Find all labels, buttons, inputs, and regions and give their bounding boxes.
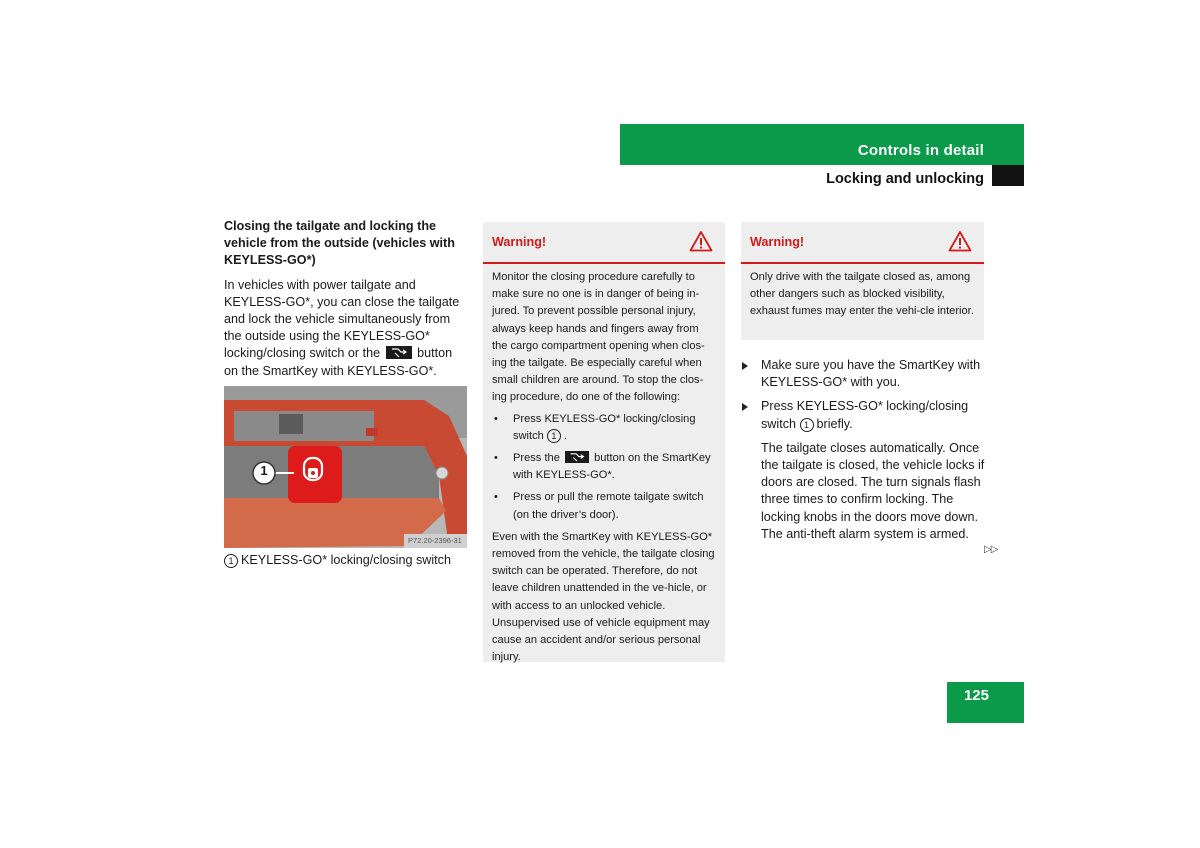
header-tab-marker: [992, 165, 1024, 186]
bullet-1-end: .: [563, 429, 568, 442]
step-2-number: 1: [800, 418, 814, 432]
caption-number: 1: [224, 554, 238, 568]
warning-box-2: [741, 222, 984, 340]
column-1: [224, 218, 468, 380]
warning-1-list: [492, 411, 716, 524]
intro-text-2: button on the SmartKey with KEYLESS-GO*.: [224, 346, 453, 378]
bullet-2-text-2: button on the SmartKey with KEYLESS-GO*.: [513, 452, 711, 482]
warning-1-title: Warning!: [492, 235, 547, 249]
photo-callout-number: 1: [260, 463, 268, 478]
bullet-1-text: Press KEYLESS-GO* locking/closing switch: [513, 412, 696, 442]
list-item: [492, 411, 716, 445]
step-2-text-2: briefly.: [816, 416, 853, 431]
list-item: [492, 450, 716, 484]
intro-paragraph: [224, 277, 468, 380]
tailgate-switch-photo: [224, 386, 467, 548]
photo-ref-code: P72.20-2396-31: [408, 536, 462, 545]
photo-caption: [224, 553, 484, 568]
step-1: Make sure you have the SmartKey with KEYLESS-GO* with you.: [741, 357, 986, 391]
tailgate-close-key-icon: [565, 451, 589, 463]
bullet-1-number: 1: [547, 429, 561, 443]
warning-2-body: Only drive with the tailgate closed as, among other dangers such as blocked visibility, exhaust fumes may enter the vehi-cle interior.: [750, 271, 974, 318]
warning-box-1: [483, 222, 725, 662]
continued-arrows: ▷▷: [984, 544, 998, 555]
intro-text-1: In vehicles with power tailgate and KEYLESS-GO*, you can close the tailgate and lock the vehicle simultaneously from the outside using the KEYLESS-GO* locking/closing switch or the: [224, 277, 460, 361]
subsection-title: Locking and unlocking: [826, 171, 984, 187]
caption-text: KEYLESS-GO* locking/closing switch: [241, 553, 451, 567]
list-item: • Press or pull the remote tailgate switch (on the driver’s door).: [492, 489, 716, 523]
warning-1-header: [483, 222, 725, 264]
step-2: [741, 398, 986, 432]
warning-1-intro: Monitor the closing procedure carefully to make sure no one is in danger of being in-jured. To prevent possible personal injury, always keep hands and fingers away from the cargo compartment opening when clos-ing the tailgate. Be especially careful when small children are around. To stop the clos-ing procedure, do one of the following:: [492, 271, 705, 404]
tailgate-close-key-icon: [386, 346, 412, 359]
procedure-heading: Closing the tailgate and locking the vehicle from the outside (vehicles with KEYLESS-GO*): [224, 219, 455, 268]
step-result: The tailgate closes automatically. Once the tailgate is closed, the vehicle locks if doors are closed. The turn signals flash three times to confirm locking. The locking knobs in the doors move down. The anti-theft alarm system is armed.: [761, 440, 985, 541]
step-2-text-1: Press KEYLESS-GO* locking/closing switch: [761, 399, 969, 431]
warning-triangle-icon: [689, 230, 713, 257]
page-number: 125: [963, 687, 989, 704]
section-title: Controls in detail: [857, 142, 984, 159]
warning-2-title: Warning!: [750, 235, 805, 249]
bullet-2-text-1: Press the: [513, 452, 560, 465]
column-3: [741, 357, 986, 543]
warning-1-outro: Even with the SmartKey with KEYLESS-GO* removed from the vehicle, the tailgate closing switch can be operated. Therefore, do not leave children unattended in the ve-hicle, or with access to an unlocked vehicle. Unsupervised use of vehicle equipment may cause an accident and/or serious personal injury.: [492, 530, 715, 664]
warning-triangle-icon: [948, 230, 972, 257]
warning-2-header: [741, 222, 984, 264]
